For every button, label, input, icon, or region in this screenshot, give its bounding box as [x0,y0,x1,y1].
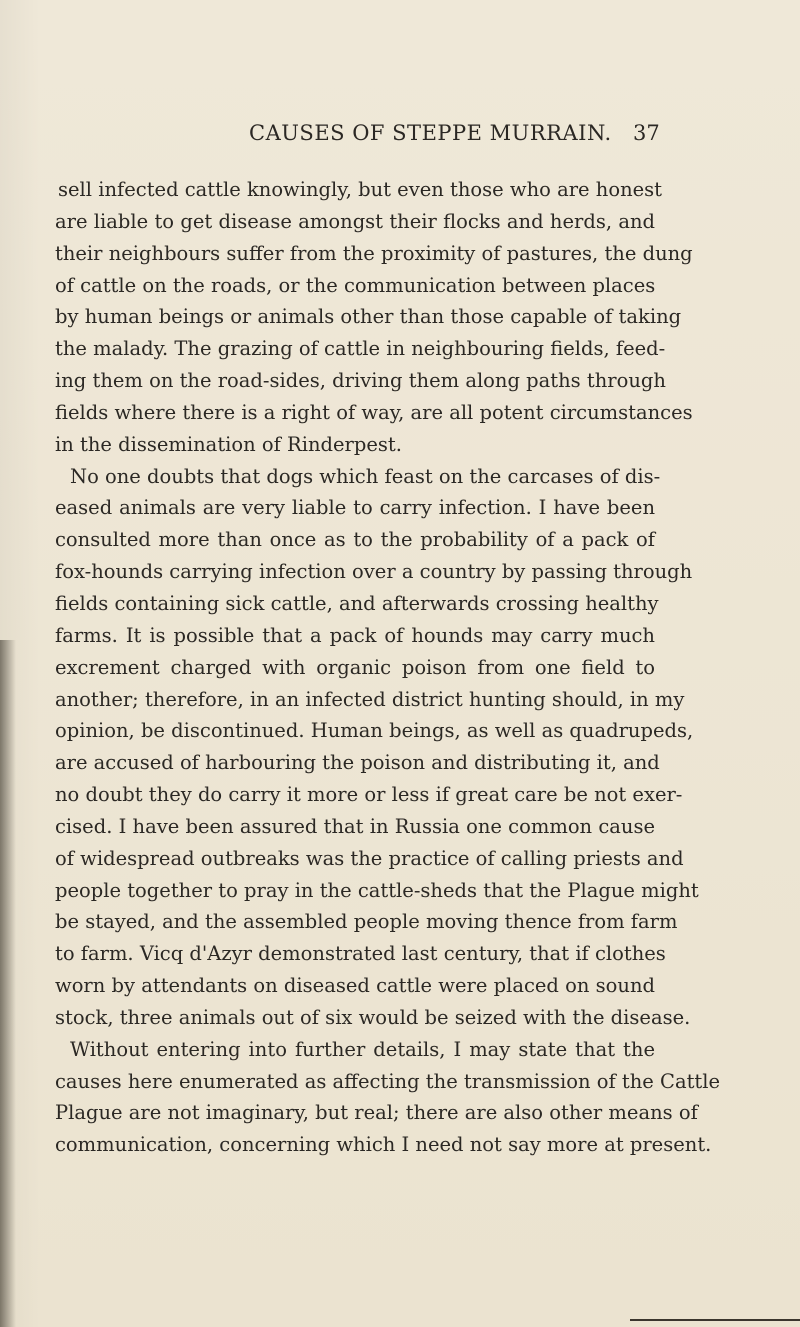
text-line: stock, three animals out of six would be seized with the disease. [55,1005,691,1029]
text-line: farms. It is possible that a pack of hounds may carry much [55,623,655,647]
text-line: Plague are not imaginary, but real; there are also other means of [55,1101,698,1125]
page-number: 37 [633,121,660,145]
text-line: No one doubts that dogs which feast on the carcases of dis- [70,464,661,488]
text-line: are liable to get disease amongst their flocks and herds, and [55,209,655,233]
running-head [0,121,800,151]
text-line: of widespread outbreaks was the practice of calling priests and [55,846,684,870]
text-line: another; therefore, in an infected district hunting should, in my [55,687,685,711]
text-line: of cattle on the roads, or the communication between places [55,273,656,297]
bottom-edge-line [630,1319,800,1321]
text-line: excrement charged with organic poison from one field to [55,655,655,679]
text-line: ing them on the road-sides, driving them along paths through [55,369,666,393]
text-line: fields containing sick cattle, and afterwards crossing healthy [55,591,659,615]
text-line: people together to pray in the cattle-sheds that the Plague might [55,878,699,902]
text-line: fields where there is a right of way, are all potent circumstances [55,400,693,424]
text-line: causes here enumerated as affecting the transmission of the Cattle [55,1069,721,1093]
text-line: sell infected cattle knowingly, but even those who are honest [58,178,663,201]
text-line: to farm. Vicq d'Azyr demonstrated last century, that if clothes [55,942,666,966]
text-line: communication, concerning which I need not say more at present. [55,1133,712,1157]
text-line: by human beings or animals other than those capable of taking [55,305,682,329]
text-line: Without entering into further details, I may state that the [70,1037,655,1061]
text-line: eased animals are very liable to carry infection. I have been [55,496,655,520]
text-line: their neighbours suffer from the proximity of pastures, the dung [55,241,693,265]
text-line: opinion, be discontinued. Human beings, as well as quadrupeds, [55,719,694,743]
running-title: CAUSES OF STEPPE MURRAIN. [249,121,612,145]
text-line: be stayed, and the assembled people moving thence from farm [55,910,678,934]
page-edge-shadow [0,640,16,1327]
text-line: in the dissemination of Rinderpest. [55,432,402,456]
text-line: fox-hounds carrying infection over a country by passing through [55,560,693,584]
text-line: cised. I have been assured that in Russia one common cause [55,814,655,838]
text-line: no doubt they do carry it more or less if great care be not exer- [55,783,683,807]
body-text [55,174,721,1161]
text-line: are accused of harbouring the poison and distributing it, and [55,751,660,775]
text-line: consulted more than once as to the probability of a pack of [55,528,655,552]
text-line: worn by attendants on diseased cattle were placed on sound [55,974,655,998]
text-line: the malady. The grazing of cattle in neighbouring fields, feed- [55,337,666,361]
